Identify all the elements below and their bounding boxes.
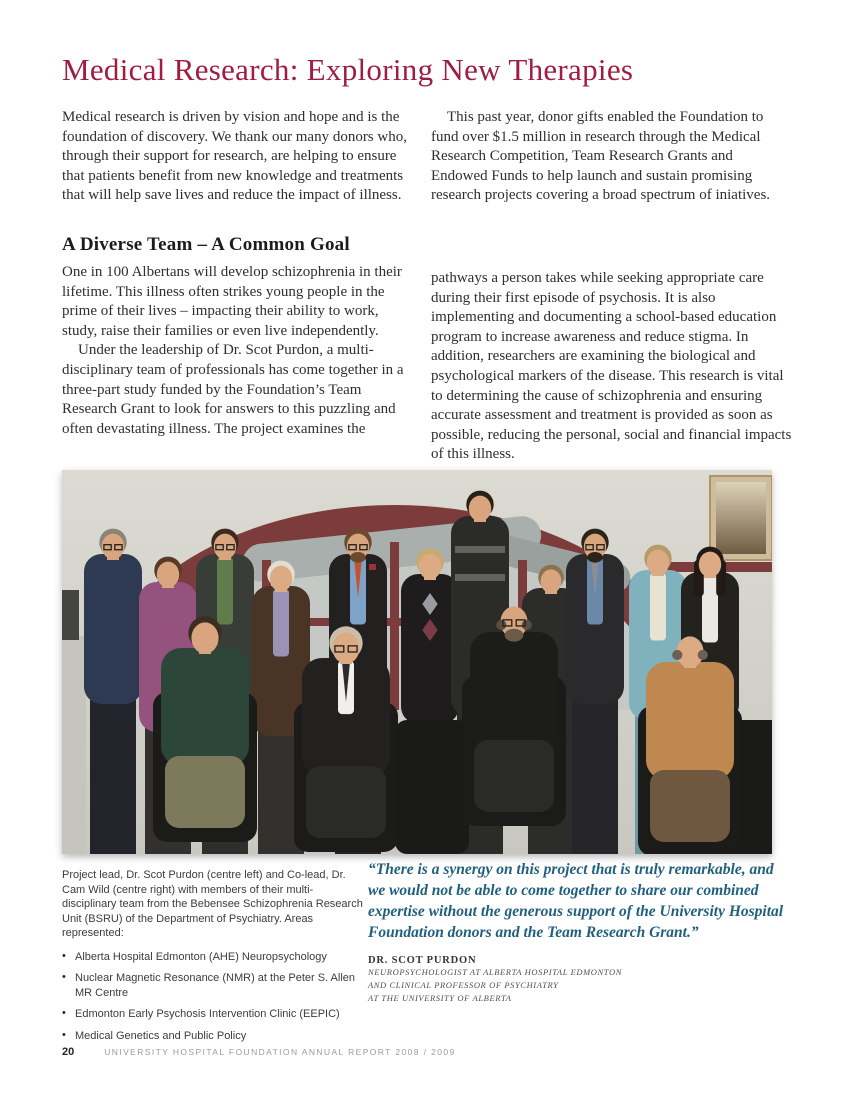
section-left-column bbox=[62, 263, 407, 465]
desk bbox=[62, 636, 86, 854]
section-left-paragraph-2: Under the leadership of Dr. Scot Purdon, a multi-disciplinary team of professionals has come together in a three-part study funded by the Foundation’s Team Research Grant to look for answers to this puzzling and often devastating illness. The project examines the bbox=[62, 342, 404, 437]
section-left-paragraph-1: One in 100 Albertans will develop schizophrenia in their lifetime. This illness often strikes young people in the prime of their lives – impacting their ability to work, study, raise their families or even live independently. bbox=[62, 264, 402, 339]
caption-bullet-list bbox=[62, 950, 364, 1044]
caption-bullet: • Alberta Hospital Edmonton (AHE) Neuropsychology bbox=[62, 950, 364, 965]
section-right-paragraph: pathways a person takes while seeking appropriate care during their first episode of psychosis. It is also implementing and documenting a school-based education program to increase awareness and reduce stigma. In addition, researchers are examining the biological and psychological markers of the disease. This research is vital to determining the cause of schizophrenia and ensuring accurate assessment and treatment is provided as soon as possible, reducing the personal, social and financial impacts of this illness. bbox=[431, 270, 792, 463]
quote-attribution-line: AT THE UNIVERSITY OF ALBERTA bbox=[368, 993, 512, 1003]
intro-right-paragraph: This past year, donor gifts enabled the Foundation to fund over $1.5 million in research through the Medical Research Competition, Team Research Grants and Endowed Funds to help launch and sustain promising research projects covering a broad spectrum of iniatives. bbox=[431, 109, 771, 204]
person-figure bbox=[566, 529, 624, 854]
page-footer bbox=[62, 1042, 762, 1060]
team-photo bbox=[62, 470, 772, 854]
team-photo-illustration bbox=[62, 470, 772, 854]
pull-quote bbox=[368, 859, 792, 1005]
quote-text: “There is a synergy on this project that is truly remarkable, and we would not be able to come together to share our combined expertise without the generous support of the University Hospital Foundation donors and the Team Research Grant.” bbox=[368, 861, 784, 941]
caption-bullet: • Medical Genetics and Public Policy bbox=[62, 1029, 364, 1044]
page-number: 20 bbox=[62, 1046, 75, 1058]
page-title: Medical Research: Exploring New Therapies bbox=[62, 52, 634, 87]
office-chair bbox=[395, 720, 469, 854]
person-figure bbox=[638, 636, 742, 854]
intro-paragraphs bbox=[62, 108, 792, 206]
section-heading: A Diverse Team – A Common Goal bbox=[62, 234, 350, 255]
intro-left-paragraph: Medical research is driven by vision and hope and is the foundation of discovery. We thank our many donors who, through their support for research, are helping to ensure that patients benefit from new knowledge and treatments that will help save lives and reduce the impact of illness. bbox=[62, 109, 407, 204]
caption-bullet: • Edmonton Early Psychosis Intervention Clinic (EEPIC) bbox=[62, 1007, 364, 1022]
person-figure bbox=[84, 529, 142, 854]
monitor bbox=[62, 590, 79, 640]
caption-lead: Project lead, Dr. Scot Purdon (centre left) and Co-lead, Dr. Cam Wild (centre right) with members of their multi-disciplinary team from the Bebensee Schizophrenia Research Unit (BSRU) of the Department of Psychiatry. Areas represented: bbox=[62, 869, 363, 939]
quote-attribution-line: AND CLINICAL PROFESSOR OF PSYCHIATRY bbox=[368, 980, 559, 990]
quote-attribution-name: DR. SCOT PURDON bbox=[368, 955, 477, 966]
picture-frame bbox=[710, 476, 772, 560]
footer-text: UNIVERSITY HOSPITAL FOUNDATION ANNUAL REPORT 2008 / 2009 bbox=[104, 1047, 456, 1057]
photo-caption bbox=[62, 868, 364, 1050]
section-body bbox=[62, 263, 792, 465]
person-figure bbox=[462, 606, 566, 826]
caption-bullet: • Nuclear Magnetic Resonance (NMR) at the Peter S. Allen MR Centre bbox=[62, 971, 364, 1000]
quote-attribution-line: NEUROPSYCHOLOGIST AT ALBERTA HOSPITAL EDMONTON bbox=[368, 967, 622, 977]
